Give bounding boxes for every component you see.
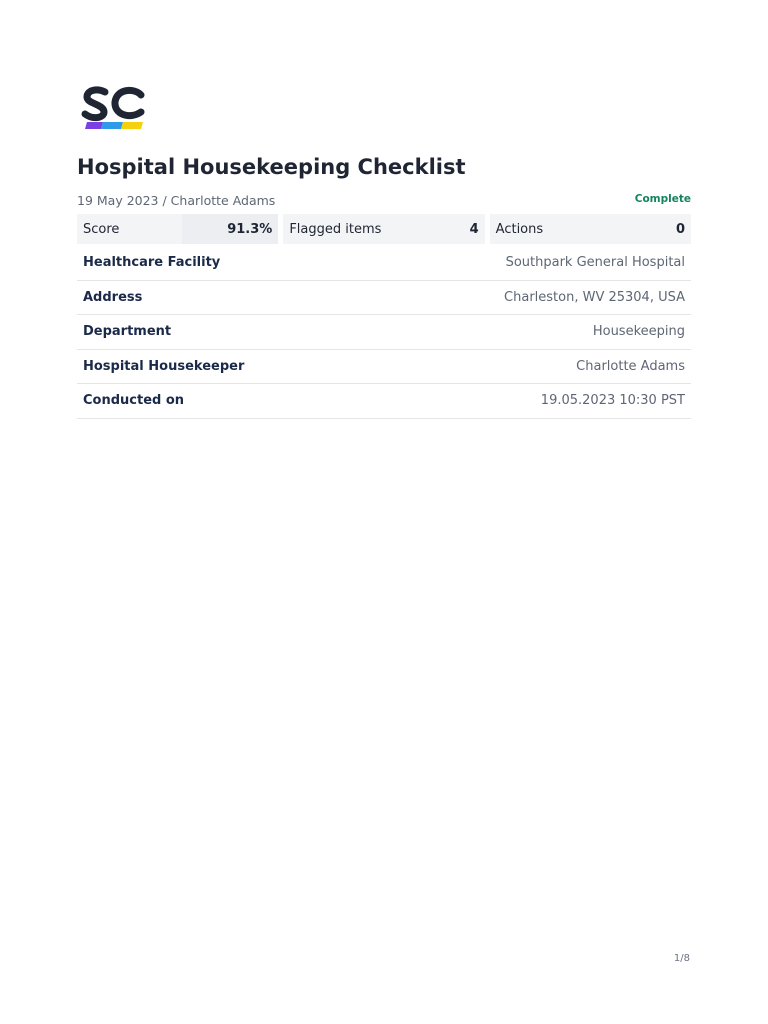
detail-value: 19.05.2023 10:30 PST	[540, 393, 685, 409]
summary-bar	[77, 214, 691, 244]
detail-label: Address	[83, 289, 143, 305]
detail-label: Healthcare Facility	[83, 255, 221, 270]
detail-label: Conducted on	[83, 393, 185, 409]
summary-actions-label: Actions	[495, 222, 544, 237]
summary-score	[77, 214, 278, 244]
summary-flagged-value: 4	[469, 222, 479, 237]
detail-row-healthcare-facility	[77, 246, 691, 281]
report-date-author: 19 May 2023 / Charlotte Adams	[77, 193, 276, 208]
status-badge: Complete	[634, 193, 691, 205]
detail-row-housekeeper	[77, 350, 691, 385]
detail-value: Southpark General Hospital	[505, 255, 685, 270]
details-table	[77, 246, 691, 419]
detail-row-conducted-on	[77, 384, 691, 419]
summary-score-value: 91.3%	[227, 222, 273, 237]
safetyculture-logo	[77, 76, 155, 146]
summary-flagged-label: Flagged items	[289, 222, 382, 237]
detail-value: Charleston, WV 25304, USA	[504, 289, 685, 305]
page-number: 1/8	[673, 953, 690, 964]
detail-label: Department	[83, 324, 172, 340]
detail-row-address	[77, 281, 691, 316]
summary-actions[interactable]	[490, 214, 691, 244]
summary-score-label: Score	[83, 222, 120, 237]
detail-row-department	[77, 315, 691, 350]
detail-value: Charlotte Adams	[576, 358, 685, 374]
summary-flagged-items[interactable]	[283, 214, 484, 244]
report-meta	[77, 192, 691, 210]
detail-label: Hospital Housekeeper	[83, 358, 245, 374]
report-title: Hospital Housekeeping Checklist	[77, 155, 466, 179]
summary-actions-value: 0	[675, 222, 685, 237]
detail-value: Housekeeping	[592, 324, 685, 340]
